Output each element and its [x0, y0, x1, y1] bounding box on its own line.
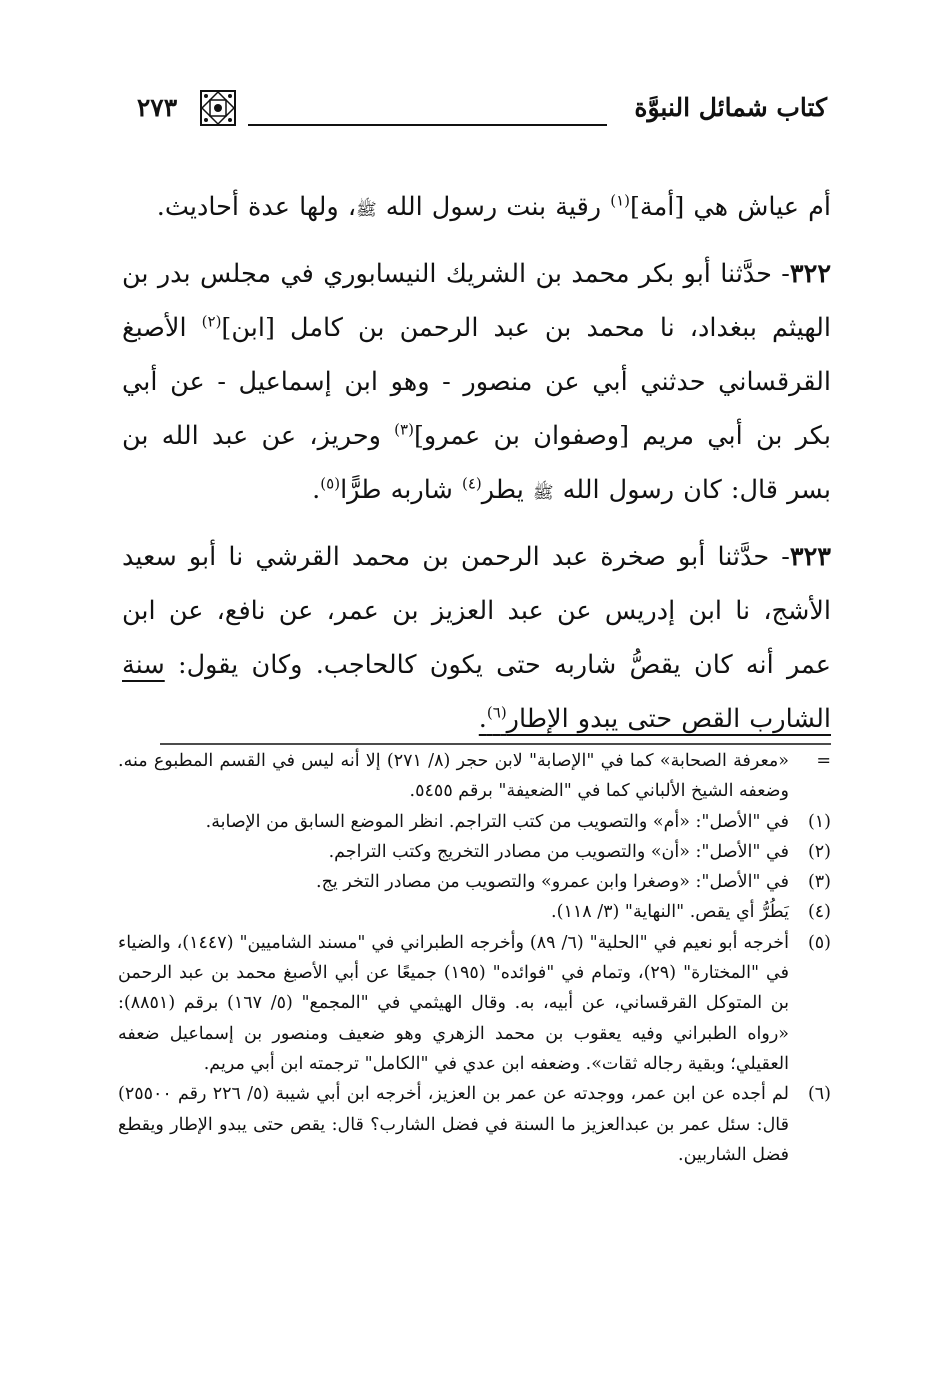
footnote-continued: = «معرفة الصحابة» كما في "الإصابة" لابن حجر (٨/ ٢٧١) إلا أنه ليس في القسم المطبوع منه. وضعفه الشيخ الألباني كما في "الضعيفة" برقم ٥٤٥٥.	[118, 751, 831, 802]
footnote-5: (٥) أخرجه أبو نعيم في "الحلية" (٦/ ٨٩) وأخرجه الطبراني في "مسند الشاميين" (١٤٤٧)، والضياء في "المختارة" (٢٩)، وتمام في "فوائده" (١٩٥) جميعًا عن أبي الأصبغ محمد بن عبد الرحمن بن المتوكل القرقساني، عن أبيه، به. وقال الهيثمي في "المجمع" (٥/ ١٦٧) برقم (٨٨٥١): «رواه الطبراني وفيه يعقوب بن محمد الزهري وهو ضعيف ومنصور بن إسماعيل ضعفه العقيلي؛ وبقية رجاله ثقات». وضعفه ابن عدي في "الكامل" ترجمته ابن أبي مريم.	[118, 932, 831, 1074]
paragraph-intro: أم عياش هي [أمة]$^{(١)}$ رقية بنت رسول الله ﷺ، ولها عدة أحاديث.	[156, 191, 831, 222]
footnote-4: (٤) يَطُرُّ أي يقص. "النهاية" (٣/ ١١٨).	[551, 902, 831, 923]
quoted-saying: سنة الشارب القص حتى يبدو الإطار$^{(٦)}$.	[122, 650, 831, 734]
hadith-322: ٣٢٢- حدَّثنا أبو بكر محمد بن الشريك النيسابوري في مجلس بدر بن الهيثم ببغداد، نا محمد بن عبد الرحمن بن كامل [ابن]$^{(٢)}$ الأصبغ القرقساني حدثني أبي عن منصور - وهو ابن إسماعيل - عن أبي بكر بن أبي مريم [وصفوان بن عمرو]$^{(٣)}$ وحريز، عن عبد الله بن بسر قال: كان رسول الله ﷺ يطر$^{(٤)}$ شاربه طرًّا$^{(٥)}$.	[122, 259, 832, 505]
main-text	[122, 180, 831, 746]
running-header	[118, 88, 827, 138]
salutation-mark: ﷺ	[532, 483, 554, 503]
footnote-2: (٢) في "الأصل": «أن» والتصويب من مصادر التخريج وكتب التراجم.	[328, 841, 831, 862]
hadith-number: ٣٢٣	[789, 542, 831, 572]
salutation-mark: ﷺ	[356, 200, 377, 220]
hadith-323: ٣٢٣- حدَّثنا أبو صخرة عبد الرحمن بن محمد القرشي نا أبو سعيد الأشج، نا ابن إدريس عن عبد العزيز بن عمر، عن نافع، عن ابن عمر أنه كان يقصُّ شاربه حتى يكون كالحاجب. وكان يقول: سنة الشارب القص حتى يبدو الإطار$^{(٦)}$.	[122, 542, 831, 734]
page-number: ٢٧٣	[136, 93, 178, 122]
hadith-number: ٣٢٢	[789, 259, 832, 289]
book-title: كتاب شمائل النبوَّة	[634, 93, 827, 122]
footnotes	[118, 746, 831, 1170]
footnote-6: (٦) لم أجده عن ابن عمر، ووجدته عن عمر بن العزيز، أخرجه ابن أبي شيبة (٥/ ٢٢٦ رقم ٢٥٥٠٠) قال: سئل عمر بن عبدالعزيز ما السنة في فضل الشارب؟ قال: يقص حتى يبدو الإطار ويقطع فضل الشاربين.	[118, 1084, 831, 1165]
footnote-1: (١) في "الأصل": «أم» والتصويب من كتب التراجم. انظر الموضع السابق من الإصابة.	[205, 811, 831, 832]
header-rule	[248, 124, 607, 126]
footnote-3: (٣) في "الأصل": «وصغرا وابن عمرو» والتصويب من مصادر التخر يج.	[316, 872, 831, 893]
ornament-icon	[198, 88, 238, 128]
